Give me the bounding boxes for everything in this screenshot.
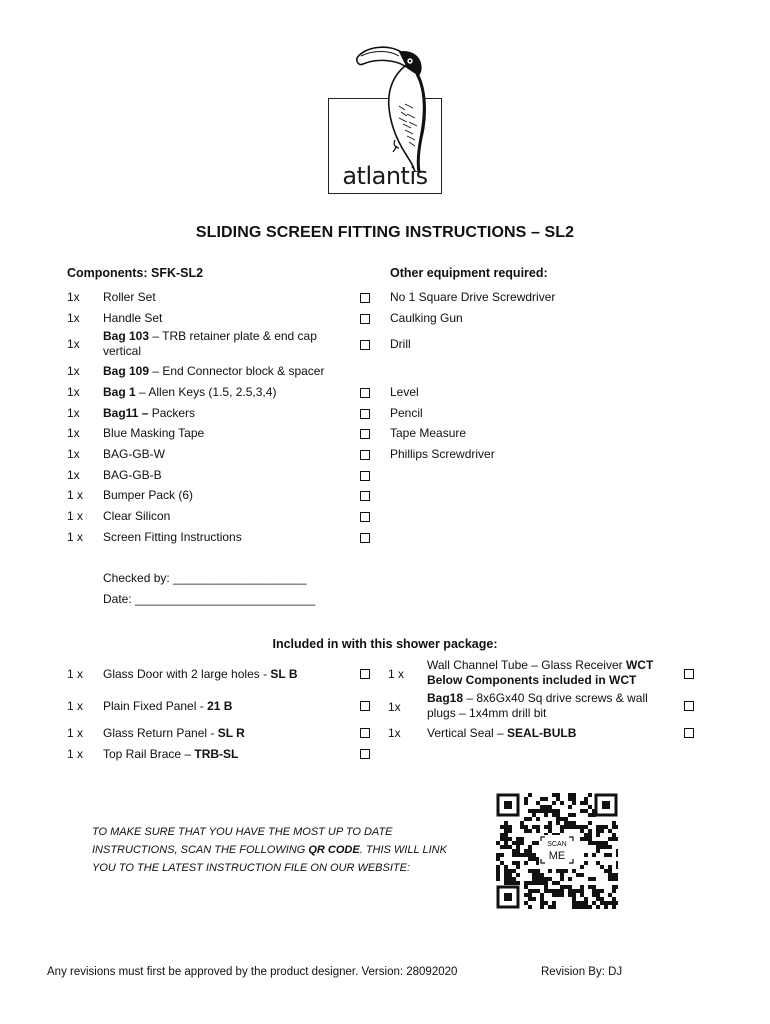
components-heading: Components: SFK-SL2 (67, 266, 204, 280)
package-checkbox[interactable] (684, 669, 694, 679)
component-qty: 1x (67, 290, 80, 304)
component-qty: 1 x (67, 530, 84, 544)
component-checkbox[interactable] (360, 409, 370, 419)
package-left-qty: 1 x (67, 726, 84, 740)
footer-revision: Revision By: DJ (541, 966, 623, 978)
component-checkbox[interactable] (360, 471, 370, 481)
component-checkbox[interactable] (360, 450, 370, 460)
component-item: Handle Set (103, 311, 163, 325)
qr-code-icon[interactable] (496, 793, 618, 909)
package-left-qty: 1 x (67, 699, 84, 713)
component-qty: 1 x (67, 488, 84, 502)
component-item: Bag 109 – End Connector block & spacer (103, 364, 325, 378)
package-heading: Included in with this shower package: (272, 637, 498, 651)
equipment-item: Level (390, 385, 419, 399)
component-checkbox[interactable] (360, 491, 370, 501)
component-item: BAG-GB-B (103, 468, 162, 482)
package-right-item: Wall Channel Tube – Glass Receiver WCT Below Components included in WCT (427, 658, 654, 687)
package-checkbox[interactable] (684, 701, 694, 711)
component-item: Screen Fitting Instructions (103, 530, 242, 544)
component-qty: 1x (67, 337, 80, 351)
qr-scan-label: SCAN (547, 841, 567, 848)
component-checkbox[interactable] (360, 429, 370, 439)
component-item: Bag 1 – Allen Keys (1.5, 2.5,3,4) (103, 385, 277, 399)
package-right-item: Vertical Seal – SEAL-BULB (427, 726, 577, 740)
component-checkbox[interactable] (360, 340, 370, 350)
package-right-qty: 1x (388, 700, 401, 714)
component-checkbox[interactable] (360, 293, 370, 303)
component-qty: 1x (67, 385, 80, 399)
component-item: Clear Silicon (103, 509, 171, 523)
package-right-qty: 1x (388, 726, 401, 740)
component-item: Bumper Pack (6) (103, 488, 194, 502)
component-qty: 1x (67, 364, 80, 378)
component-item: Bag11 – Packers (103, 406, 196, 420)
package-left-item: Glass Door with 2 large holes - SL B (103, 667, 298, 681)
component-item: Blue Masking Tape (103, 426, 205, 440)
logo-wordmark: atlantis (342, 162, 428, 190)
qr-instructions-note: TO MAKE SURE THAT YOU HAVE THE MOST UP TO DATE INSTRUCTIONS, SCAN THE FOLLOWING QR CODE. THIS WILL LINK YOU TO THE LATEST INSTRUCTION FILE ON OUR WEBSITE: (92, 826, 447, 874)
component-item: BAG-GB-W (103, 447, 165, 461)
package-checkbox[interactable] (360, 669, 370, 679)
package-left-qty: 1 x (67, 667, 84, 681)
package-right-item: Bag18 – 8x6Gx40 Sq drive screws & wall plugs – 1x4mm drill bit (427, 691, 648, 720)
equipment-item: No 1 Square Drive Screwdriver (390, 290, 556, 304)
equipment-heading: Other equipment required: (390, 266, 548, 280)
package-checkbox[interactable] (360, 728, 370, 738)
package-right-qty: 1 x (388, 667, 405, 681)
component-checkbox[interactable] (360, 314, 370, 324)
package-checkbox[interactable] (684, 728, 694, 738)
package-checkbox[interactable] (360, 701, 370, 711)
component-item: Roller Set (103, 290, 156, 304)
equipment-item: Tape Measure (390, 426, 467, 440)
package-left-qty: 1 x (67, 747, 84, 761)
component-checkbox[interactable] (360, 388, 370, 398)
footer-version: Any revisions must first be approved by the product designer. Version: 28092020 (47, 966, 458, 978)
equipment-item: Drill (390, 337, 411, 351)
package-left-item: Top Rail Brace – TRB-SL (103, 747, 239, 761)
component-qty: 1x (67, 426, 80, 440)
page-title: SLIDING SCREEN FITTING INSTRUCTIONS – SL2 (195, 224, 575, 241)
component-qty: 1x (67, 406, 80, 420)
equipment-item: Phillips Screwdriver (390, 447, 495, 461)
package-left-item: Glass Return Panel - SL R (103, 726, 245, 740)
component-qty: 1x (67, 311, 80, 325)
qr-me-label: ME (548, 850, 566, 862)
equipment-item: Caulking Gun (390, 311, 463, 325)
component-qty: 1 x (67, 509, 84, 523)
component-checkbox[interactable] (360, 512, 370, 522)
checked-by-field: Checked by: ____________________ (103, 571, 307, 585)
equipment-item: Pencil (390, 406, 423, 420)
package-checkbox[interactable] (360, 749, 370, 759)
toucan-logo-icon (355, 44, 435, 172)
component-qty: 1x (67, 468, 80, 482)
component-qty: 1x (67, 447, 80, 461)
component-checkbox[interactable] (360, 533, 370, 543)
component-item: Bag 103 – TRB retainer plate & end cap vertical (103, 329, 317, 358)
package-left-item: Plain Fixed Panel - 21 B (103, 699, 233, 713)
date-field: Date: ___________________________ (103, 592, 316, 606)
